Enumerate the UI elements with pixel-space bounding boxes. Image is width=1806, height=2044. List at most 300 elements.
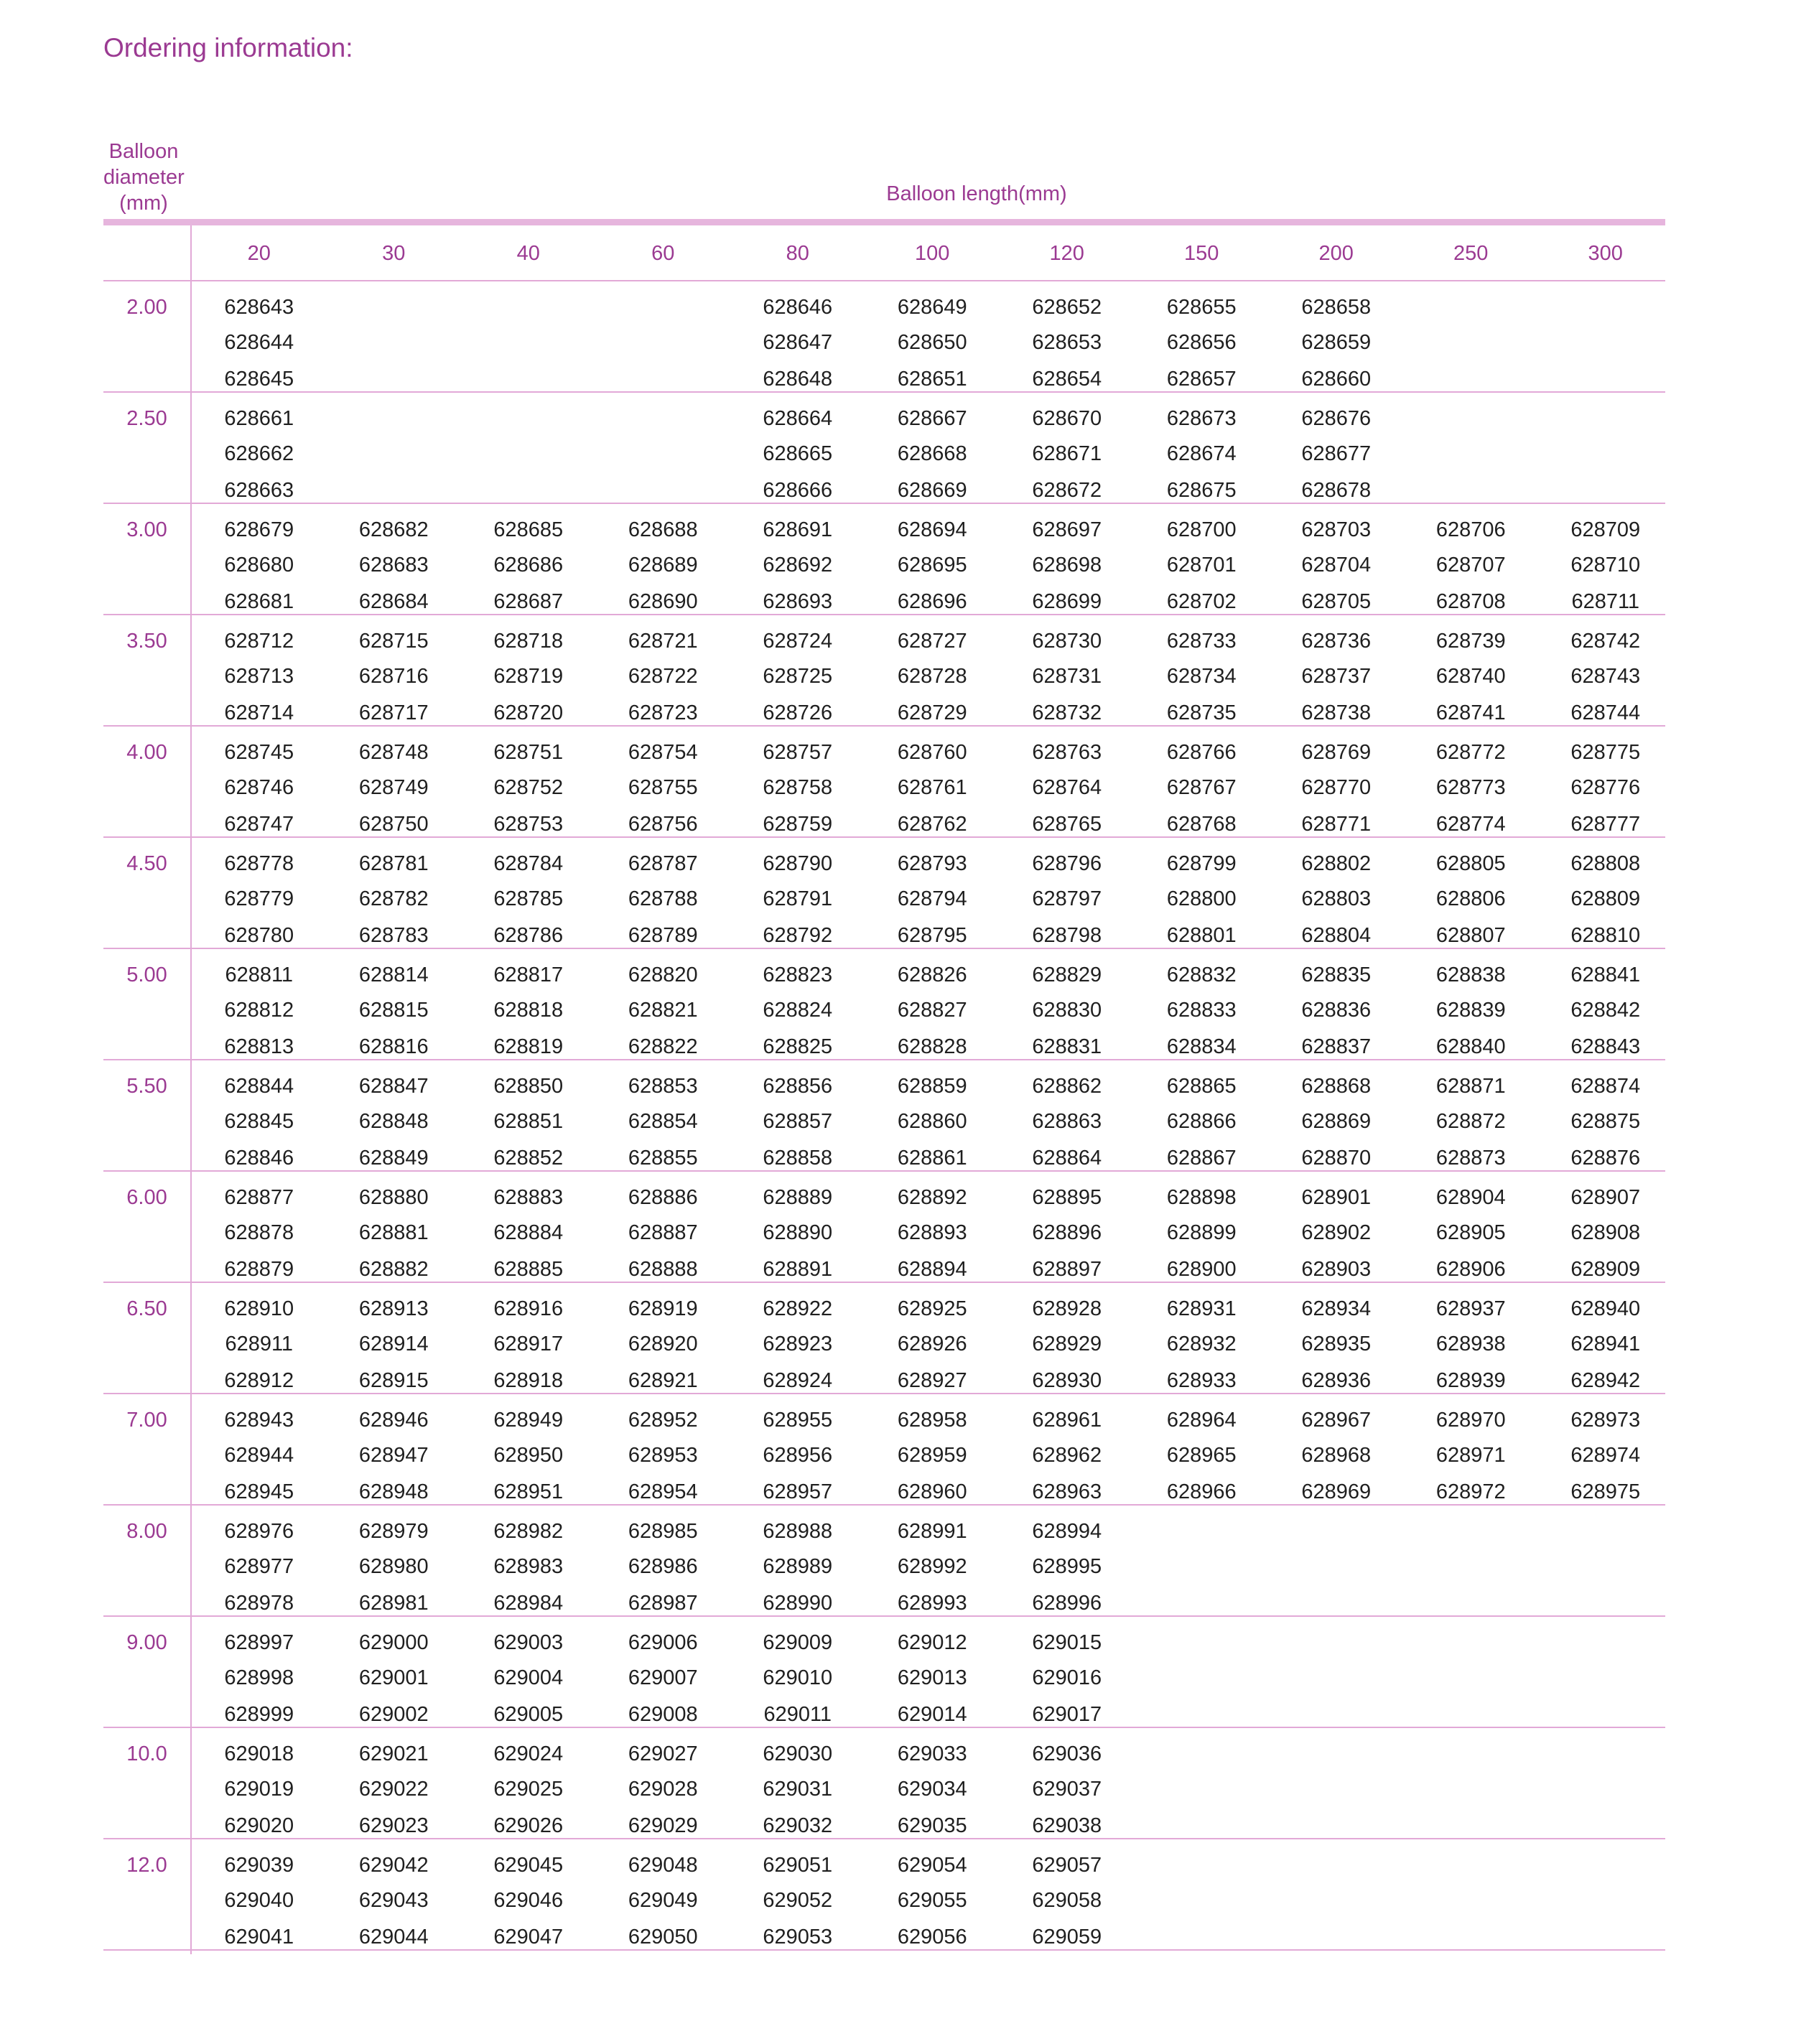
catalog-number: 628836 — [1301, 999, 1372, 1022]
diameter-group — [103, 393, 1665, 504]
catalog-number: 628842 — [1570, 999, 1641, 1022]
code-cell — [1000, 393, 1135, 504]
code-cell — [596, 1283, 731, 1394]
catalog-number: 629047 — [493, 1926, 564, 1949]
diameter-label: 4.50 — [126, 852, 167, 875]
code-cell — [1135, 949, 1270, 1060]
catalog-number: 628919 — [628, 1297, 698, 1320]
catalog-number: 628942 — [1570, 1369, 1641, 1392]
catalog-number: 628698 — [1032, 554, 1102, 577]
catalog-number: 628978 — [224, 1592, 294, 1615]
catalog-number: 629014 — [897, 1703, 967, 1726]
catalog-number: 628754 — [628, 741, 698, 764]
code-cell — [1000, 1728, 1135, 1839]
code-cell — [1135, 1839, 1270, 1951]
catalog-number: 628796 — [1032, 852, 1102, 875]
catalog-number: 628814 — [358, 963, 429, 986]
catalog-number: 628933 — [1166, 1369, 1237, 1392]
catalog-number: 628930 — [1032, 1369, 1102, 1392]
catalog-number: 628802 — [1301, 852, 1372, 875]
code-cell — [1269, 949, 1404, 1060]
catalog-number: 628925 — [897, 1297, 967, 1320]
catalog-number: 628966 — [1166, 1480, 1237, 1503]
catalog-number: 629053 — [763, 1926, 833, 1949]
catalog-number: 629020 — [224, 1814, 294, 1837]
catalog-number: 628705 — [1301, 590, 1372, 613]
code-cell — [596, 949, 731, 1060]
catalog-number: 628712 — [224, 630, 294, 653]
code-cell — [1404, 1060, 1539, 1172]
catalog-number: 628903 — [1301, 1258, 1372, 1281]
diameter-group — [103, 1283, 1665, 1394]
catalog-number: 628757 — [763, 741, 833, 764]
balloon-length-header: Balloon length(mm) — [886, 182, 1067, 205]
catalog-number: 628914 — [358, 1333, 429, 1355]
catalog-number: 628967 — [1301, 1409, 1372, 1432]
catalog-number: 628669 — [897, 479, 967, 502]
catalog-number: 628688 — [628, 518, 698, 541]
catalog-number: 628721 — [628, 630, 698, 653]
catalog-number: 628784 — [493, 852, 564, 875]
catalog-number: 628937 — [1435, 1297, 1506, 1320]
code-cell — [730, 1060, 865, 1172]
catalog-number: 628993 — [897, 1592, 967, 1615]
catalog-number: 628670 — [1032, 407, 1102, 430]
code-cell — [730, 1283, 865, 1394]
catalog-number: 629054 — [897, 1854, 967, 1877]
code-cell — [1404, 1394, 1539, 1506]
catalog-number: 628948 — [358, 1480, 429, 1503]
catalog-codes — [192, 1728, 1672, 1839]
catalog-number: 628710 — [1570, 554, 1641, 577]
code-cell — [1404, 504, 1539, 615]
catalog-number: 629031 — [763, 1778, 833, 1801]
code-cell — [1404, 1839, 1539, 1951]
code-cell — [192, 838, 327, 949]
code-cell — [1269, 1394, 1404, 1506]
code-cell — [1000, 1394, 1135, 1506]
catalog-number: 628857 — [763, 1110, 833, 1133]
catalog-number: 628878 — [224, 1221, 294, 1244]
catalog-number: 628974 — [1570, 1444, 1641, 1467]
code-cell — [1000, 727, 1135, 838]
catalog-number: 628835 — [1301, 963, 1372, 986]
catalog-number: 628737 — [1301, 665, 1372, 688]
catalog-number: 628746 — [224, 776, 294, 799]
length-column-header: 120 — [1049, 242, 1084, 265]
diameter-label: 3.50 — [126, 630, 167, 653]
catalog-number: 628854 — [628, 1110, 698, 1133]
catalog-number: 628702 — [1166, 590, 1237, 613]
code-cell — [1135, 1172, 1270, 1283]
catalog-number: 628748 — [358, 741, 429, 764]
catalog-number: 628666 — [763, 479, 833, 502]
catalog-number: 628893 — [897, 1221, 967, 1244]
code-cell — [1404, 727, 1539, 838]
catalog-number: 628695 — [897, 554, 967, 577]
catalog-number: 628910 — [224, 1297, 294, 1320]
catalog-number: 628689 — [628, 554, 698, 577]
catalog-number: 628995 — [1032, 1555, 1102, 1578]
code-cell — [1404, 1283, 1539, 1394]
catalog-number: 629034 — [897, 1778, 967, 1801]
catalog-number: 629022 — [358, 1778, 429, 1801]
catalog-number: 629044 — [358, 1926, 429, 1949]
length-column-header: 200 — [1318, 242, 1354, 265]
catalog-number: 629058 — [1032, 1889, 1102, 1912]
code-cell — [327, 949, 462, 1060]
catalog-number: 628762 — [897, 813, 967, 836]
catalog-number: 628719 — [493, 665, 564, 688]
code-cell — [1538, 1172, 1673, 1283]
code-cell — [865, 615, 1000, 727]
catalog-number: 628732 — [1032, 701, 1102, 724]
catalog-number: 628847 — [358, 1075, 429, 1098]
catalog-number: 628811 — [225, 963, 294, 986]
catalog-number: 628779 — [224, 887, 294, 910]
catalog-number: 628954 — [628, 1480, 698, 1503]
catalog-number: 629032 — [763, 1814, 833, 1837]
code-cell — [1404, 949, 1539, 1060]
catalog-number: 629029 — [628, 1814, 698, 1837]
catalog-number: 628882 — [358, 1258, 429, 1281]
catalog-number: 628874 — [1570, 1075, 1641, 1098]
code-cell — [1269, 1728, 1404, 1839]
catalog-number: 628961 — [1032, 1409, 1102, 1432]
catalog-number: 628915 — [358, 1369, 429, 1392]
catalog-number: 628790 — [763, 852, 833, 875]
catalog-number: 629027 — [628, 1742, 698, 1765]
catalog-number: 628797 — [1032, 887, 1102, 910]
catalog-number: 628792 — [763, 924, 833, 947]
diameter-label: 7.00 — [126, 1409, 167, 1432]
code-cell — [192, 281, 327, 393]
length-column-header: 150 — [1184, 242, 1219, 265]
catalog-number: 628828 — [897, 1035, 967, 1058]
catalog-number: 629038 — [1032, 1814, 1102, 1837]
code-cell — [865, 1839, 1000, 1951]
code-cell — [1269, 281, 1404, 393]
code-cell — [1135, 504, 1270, 615]
code-cell — [327, 1060, 462, 1172]
code-cell — [730, 949, 865, 1060]
catalog-number: 628891 — [763, 1258, 833, 1281]
catalog-number: 628662 — [224, 442, 294, 465]
catalog-number: 628769 — [1301, 741, 1372, 764]
catalog-number: 628900 — [1166, 1258, 1237, 1281]
catalog-number: 628678 — [1301, 479, 1372, 502]
catalog-number: 628827 — [897, 999, 967, 1022]
catalog-number: 628673 — [1166, 407, 1237, 430]
catalog-number: 628645 — [224, 368, 294, 391]
catalog-number: 629003 — [493, 1631, 564, 1654]
catalog-number: 628918 — [493, 1369, 564, 1392]
code-cell — [327, 1394, 462, 1506]
diameter-label: 8.00 — [126, 1520, 167, 1543]
catalog-codes — [192, 949, 1672, 1060]
code-cell — [1538, 838, 1673, 949]
code-cell — [461, 727, 596, 838]
code-cell — [1404, 615, 1539, 727]
code-cell — [327, 838, 462, 949]
catalog-number: 628730 — [1032, 630, 1102, 653]
diameter-group — [103, 838, 1665, 949]
catalog-number: 628683 — [358, 554, 429, 577]
code-cell — [1404, 1172, 1539, 1283]
length-column-header: 100 — [915, 242, 950, 265]
catalog-number: 628952 — [628, 1409, 698, 1432]
catalog-number: 628734 — [1166, 665, 1237, 688]
code-cell — [865, 1283, 1000, 1394]
code-cell — [461, 504, 596, 615]
catalog-number: 628982 — [493, 1520, 564, 1543]
code-cell — [1538, 1394, 1673, 1506]
code-cell — [1135, 393, 1270, 504]
code-cell — [327, 727, 462, 838]
diameter-group — [103, 1728, 1665, 1839]
catalog-number: 629017 — [1032, 1703, 1102, 1726]
code-cell — [1000, 838, 1135, 949]
catalog-number: 628986 — [628, 1555, 698, 1578]
length-column-header: 300 — [1588, 242, 1623, 265]
catalog-number: 628965 — [1166, 1444, 1237, 1467]
catalog-number: 628713 — [224, 665, 294, 688]
code-cell — [865, 1394, 1000, 1506]
catalog-number: 628890 — [763, 1221, 833, 1244]
catalog-number: 628947 — [358, 1444, 429, 1467]
code-cell — [730, 838, 865, 949]
length-column-header: 30 — [382, 242, 406, 265]
catalog-number: 628969 — [1301, 1480, 1372, 1503]
code-cell — [730, 615, 865, 727]
catalog-number: 628667 — [897, 407, 967, 430]
code-cell — [192, 1060, 327, 1172]
code-cell — [1538, 949, 1673, 1060]
catalog-number: 628780 — [224, 924, 294, 947]
code-cell — [192, 1617, 327, 1728]
catalog-number: 628844 — [224, 1075, 294, 1098]
catalog-number: 628894 — [897, 1258, 967, 1281]
code-cell — [1269, 1283, 1404, 1394]
catalog-number: 628829 — [1032, 963, 1102, 986]
catalog-number: 628692 — [763, 554, 833, 577]
catalog-number: 629006 — [628, 1631, 698, 1654]
catalog-number: 628691 — [763, 518, 833, 541]
code-cell — [1404, 838, 1539, 949]
catalog-number: 628960 — [897, 1480, 967, 1503]
catalog-codes — [192, 1283, 1672, 1394]
catalog-number: 628935 — [1301, 1333, 1372, 1355]
code-cell — [596, 281, 731, 393]
catalog-number: 629040 — [224, 1889, 294, 1912]
catalog-number: 628767 — [1166, 776, 1237, 799]
code-cell — [1000, 281, 1135, 393]
catalog-number: 629037 — [1032, 1778, 1102, 1801]
catalog-number: 628884 — [493, 1221, 564, 1244]
catalog-number: 628927 — [897, 1369, 967, 1392]
catalog-number: 628664 — [763, 407, 833, 430]
code-cell — [192, 1839, 327, 1951]
catalog-number: 628934 — [1301, 1297, 1372, 1320]
catalog-number: 628881 — [358, 1221, 429, 1244]
code-cell — [1538, 1728, 1673, 1839]
catalog-number: 628725 — [763, 665, 833, 688]
catalog-number: 628756 — [628, 813, 698, 836]
code-cell — [1269, 1060, 1404, 1172]
catalog-number: 628777 — [1570, 813, 1641, 836]
code-cell — [596, 393, 731, 504]
catalog-number: 628997 — [224, 1631, 294, 1654]
catalog-number: 628840 — [1435, 1035, 1506, 1058]
catalog-number: 628751 — [493, 741, 564, 764]
diameter-label: 2.00 — [126, 296, 167, 319]
catalog-number: 628658 — [1301, 296, 1372, 319]
catalog-number: 628950 — [493, 1444, 564, 1467]
code-cell — [1269, 1839, 1404, 1951]
catalog-number: 628858 — [763, 1147, 833, 1170]
catalog-number: 628803 — [1301, 887, 1372, 910]
catalog-number: 628907 — [1570, 1186, 1641, 1209]
catalog-number: 628940 — [1570, 1297, 1641, 1320]
catalog-number: 628931 — [1166, 1297, 1237, 1320]
code-cell — [730, 1394, 865, 1506]
code-cell — [1135, 1506, 1270, 1617]
catalog-number: 629015 — [1032, 1631, 1102, 1654]
code-cell — [596, 838, 731, 949]
code-cell — [1538, 615, 1673, 727]
catalog-number: 629045 — [493, 1854, 564, 1877]
code-cell — [1538, 1060, 1673, 1172]
catalog-number: 628718 — [493, 630, 564, 653]
catalog-number: 628798 — [1032, 924, 1102, 947]
catalog-number: 628661 — [224, 407, 294, 430]
code-cell — [327, 1506, 462, 1617]
catalog-number: 628650 — [897, 331, 967, 354]
catalog-number: 628913 — [358, 1297, 429, 1320]
code-cell — [730, 1506, 865, 1617]
catalog-number: 628772 — [1435, 741, 1506, 764]
catalog-codes — [192, 393, 1672, 504]
catalog-number: 628955 — [763, 1409, 833, 1432]
catalog-number: 628901 — [1301, 1186, 1372, 1209]
code-cell — [1404, 393, 1539, 504]
catalog-number: 628820 — [628, 963, 698, 986]
code-cell — [730, 1728, 865, 1839]
catalog-number: 628648 — [763, 368, 833, 391]
catalog-number: 628807 — [1435, 924, 1506, 947]
code-cell — [461, 1172, 596, 1283]
code-cell — [865, 1617, 1000, 1728]
code-cell — [730, 504, 865, 615]
catalog-number: 628958 — [897, 1409, 967, 1432]
catalog-number: 629016 — [1032, 1666, 1102, 1689]
catalog-number: 628872 — [1435, 1110, 1506, 1133]
catalog-number: 628938 — [1435, 1333, 1506, 1355]
catalog-codes — [192, 1617, 1672, 1728]
diameter-group — [103, 1060, 1665, 1172]
catalog-number: 628981 — [358, 1592, 429, 1615]
catalog-number: 628722 — [628, 665, 698, 688]
catalog-number: 628733 — [1166, 630, 1237, 653]
catalog-number: 628741 — [1435, 701, 1506, 724]
catalog-number: 628999 — [224, 1703, 294, 1726]
catalog-number: 628821 — [628, 999, 698, 1022]
code-cell — [596, 1728, 731, 1839]
catalog-number: 628809 — [1570, 887, 1641, 910]
diameter-group — [103, 727, 1665, 838]
catalog-number: 628715 — [358, 630, 429, 653]
catalog-number: 629010 — [763, 1666, 833, 1689]
catalog-number: 628680 — [224, 554, 294, 577]
catalog-number: 628943 — [224, 1409, 294, 1432]
catalog-number: 628652 — [1032, 296, 1102, 319]
code-cell — [192, 949, 327, 1060]
catalog-number: 628994 — [1032, 1520, 1102, 1543]
catalog-number: 628682 — [358, 518, 429, 541]
code-cell — [1135, 1617, 1270, 1728]
catalog-codes — [192, 504, 1672, 615]
catalog-number: 628676 — [1301, 407, 1372, 430]
catalog-number: 629030 — [763, 1742, 833, 1765]
code-cell — [596, 1060, 731, 1172]
diameter-label: 9.00 — [126, 1631, 167, 1654]
code-cell — [327, 1617, 462, 1728]
catalog-number: 628782 — [358, 887, 429, 910]
catalog-number: 628886 — [628, 1186, 698, 1209]
catalog-number: 628677 — [1301, 442, 1372, 465]
catalog-number: 628851 — [493, 1110, 564, 1133]
catalog-number: 628830 — [1032, 999, 1102, 1022]
diameter-group — [103, 504, 1665, 615]
diameter-label: 5.00 — [126, 963, 167, 986]
catalog-number: 628977 — [224, 1555, 294, 1578]
catalog-number: 628646 — [763, 296, 833, 319]
catalog-number: 628799 — [1166, 852, 1237, 875]
catalog-number: 628822 — [628, 1035, 698, 1058]
catalog-number: 628998 — [224, 1666, 294, 1689]
catalog-number: 628862 — [1032, 1075, 1102, 1098]
code-cell — [730, 1839, 865, 1951]
catalog-number: 628964 — [1166, 1409, 1237, 1432]
catalog-number: 629013 — [897, 1666, 967, 1689]
catalog-number: 628834 — [1166, 1035, 1237, 1058]
catalog-number: 629046 — [493, 1889, 564, 1912]
code-cell — [461, 1617, 596, 1728]
code-cell — [1000, 1172, 1135, 1283]
catalog-number: 628956 — [763, 1444, 833, 1467]
catalog-number: 628912 — [224, 1369, 294, 1392]
catalog-number: 629004 — [493, 1666, 564, 1689]
diameter-group — [103, 949, 1665, 1060]
catalog-number: 628902 — [1301, 1221, 1372, 1244]
catalog-number: 628808 — [1570, 852, 1641, 875]
code-cell — [1269, 1506, 1404, 1617]
catalog-number: 628806 — [1435, 887, 1506, 910]
catalog-number: 628793 — [897, 852, 967, 875]
code-cell — [730, 1172, 865, 1283]
catalog-number: 628644 — [224, 331, 294, 354]
catalog-number: 628971 — [1435, 1444, 1506, 1467]
catalog-number: 628649 — [897, 296, 967, 319]
catalog-number: 628823 — [763, 963, 833, 986]
catalog-number: 628694 — [897, 518, 967, 541]
catalog-number: 628883 — [493, 1186, 564, 1209]
catalog-number: 628936 — [1301, 1369, 1372, 1392]
catalog-number: 628700 — [1166, 518, 1237, 541]
catalog-number: 628706 — [1435, 518, 1506, 541]
catalog-number: 628728 — [897, 665, 967, 688]
code-cell — [1404, 281, 1539, 393]
